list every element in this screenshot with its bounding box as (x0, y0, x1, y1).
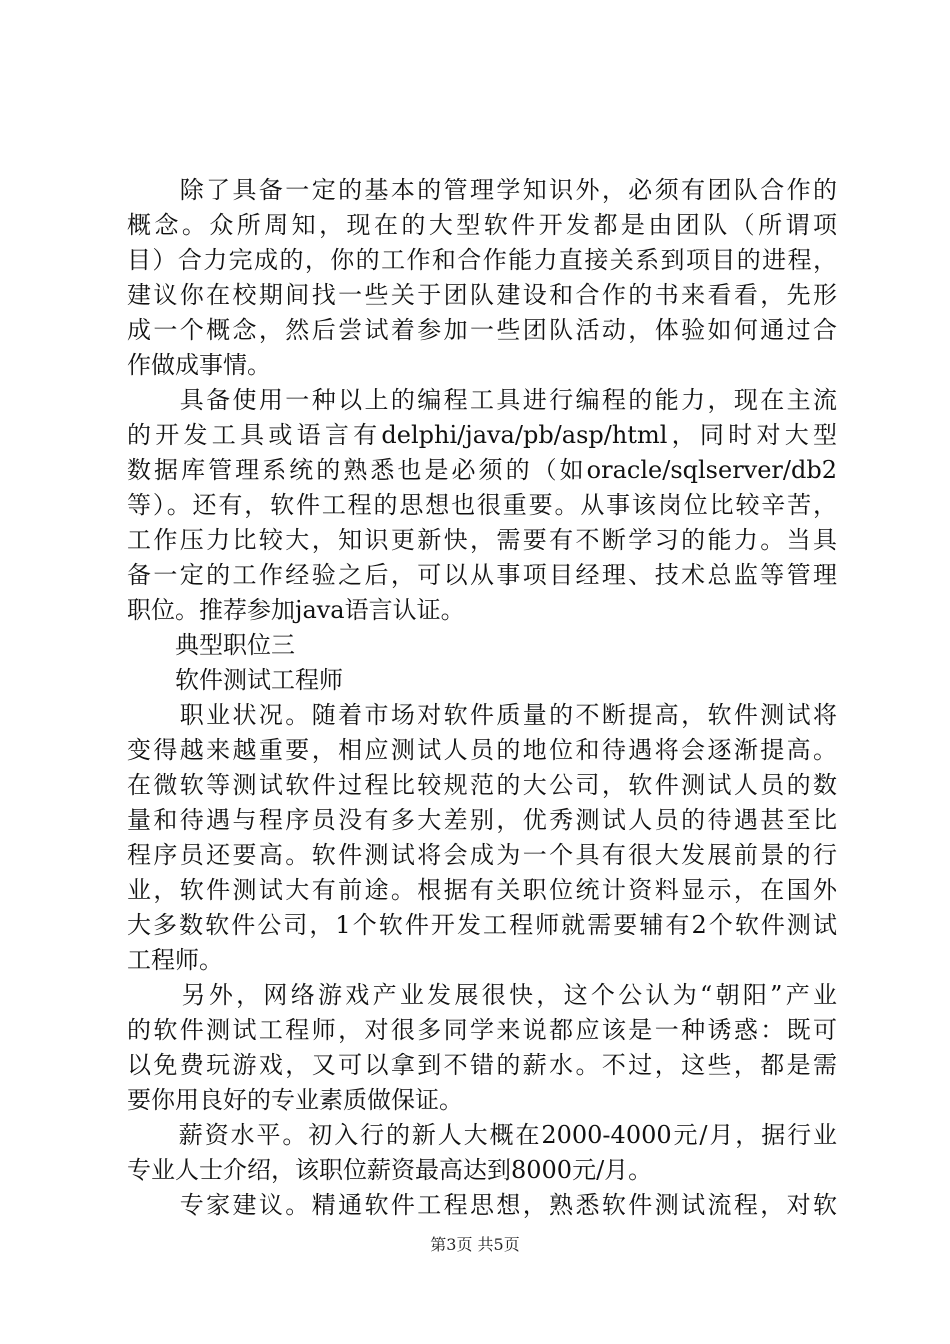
text-line: 另外，网络游戏产业发展很快，这个公认为“朝阳”产业 (127, 981, 837, 1009)
text-line: 的开发工具或语言有delphi/java/pb/asp/html，同时对大型 (127, 421, 837, 449)
text-line: 作做成事情。 (127, 351, 271, 379)
text-line: 职位。推荐参加java语言认证。 (127, 596, 465, 624)
text-line: 具备使用一种以上的编程工具进行编程的能力，现在主流 (127, 386, 837, 414)
text-line: 建议你在校期间找一些关于团队建设和合作的书来看看，先形 (127, 281, 837, 309)
text-line: 数据库管理系统的熟悉也是必须的（如oracle/sqlserver/db2 (127, 456, 837, 484)
text-line: 备一定的工作经验之后，可以从事项目经理、技术总监等管理 (127, 561, 837, 589)
text-line: 工作压力比较大，知识更新快，需要有不断学习的能力。当具 (127, 526, 837, 554)
text-line: 除了具备一定的基本的管理学知识外，必须有团队合作的 (127, 176, 837, 204)
text-line: 薪资水平。初入行的新人大概在2000-4000元/月，据行业 (127, 1121, 837, 1149)
section-heading: 软件测试工程师 (127, 666, 343, 694)
text-line: 的软件测试工程师，对很多同学来说都应该是一种诱惑：既可 (127, 1016, 837, 1044)
text-line: 量和待遇与程序员没有多大差别，优秀测试人员的待遇甚至比 (127, 806, 837, 834)
text-line: 程序员还要高。软件测试将会成为一个具有很大发展前景的行 (127, 841, 837, 869)
text-line: 大多数软件公司，1个软件开发工程师就需要辅有2个软件测试 (127, 911, 837, 939)
text-line: 成一个概念，然后尝试着参加一些团队活动，体验如何通过合 (127, 316, 837, 344)
text-line: 工程师。 (127, 946, 223, 974)
text-line: 专业人士介绍，该职位薪资最高达到8000元/月。 (127, 1156, 653, 1184)
page-number-footer: 第3页 共5页 (430, 1235, 520, 1254)
text-line: 等）。还有，软件工程的思想也很重要。从事该岗位比较辛苦， (127, 491, 837, 519)
section-heading: 典型职位三 (127, 631, 295, 659)
text-line: 变得越来越重要，相应测试人员的地位和待遇将会逐渐提高。 (127, 736, 837, 764)
text-line: 以免费玩游戏，又可以拿到不错的薪水。不过，这些，都是需 (127, 1051, 837, 1079)
text-line: 概念。众所周知，现在的大型软件开发都是由团队（所谓项 (127, 211, 837, 239)
text-line: 业，软件测试大有前途。根据有关职位统计资料显示，在国外 (127, 876, 837, 904)
text-line: 要你用良好的专业素质做保证。 (127, 1086, 463, 1114)
text-line: 职业状况。随着市场对软件质量的不断提高，软件测试将 (127, 701, 837, 729)
text-line: 专家建议。精通软件工程思想，熟悉软件测试流程，对软 (127, 1191, 837, 1219)
text-line: 目）合力完成的，你的工作和合作能力直接关系到项目的进程， (127, 246, 837, 274)
text-line: 在微软等测试软件过程比较规范的大公司，软件测试人员的数 (127, 771, 837, 799)
